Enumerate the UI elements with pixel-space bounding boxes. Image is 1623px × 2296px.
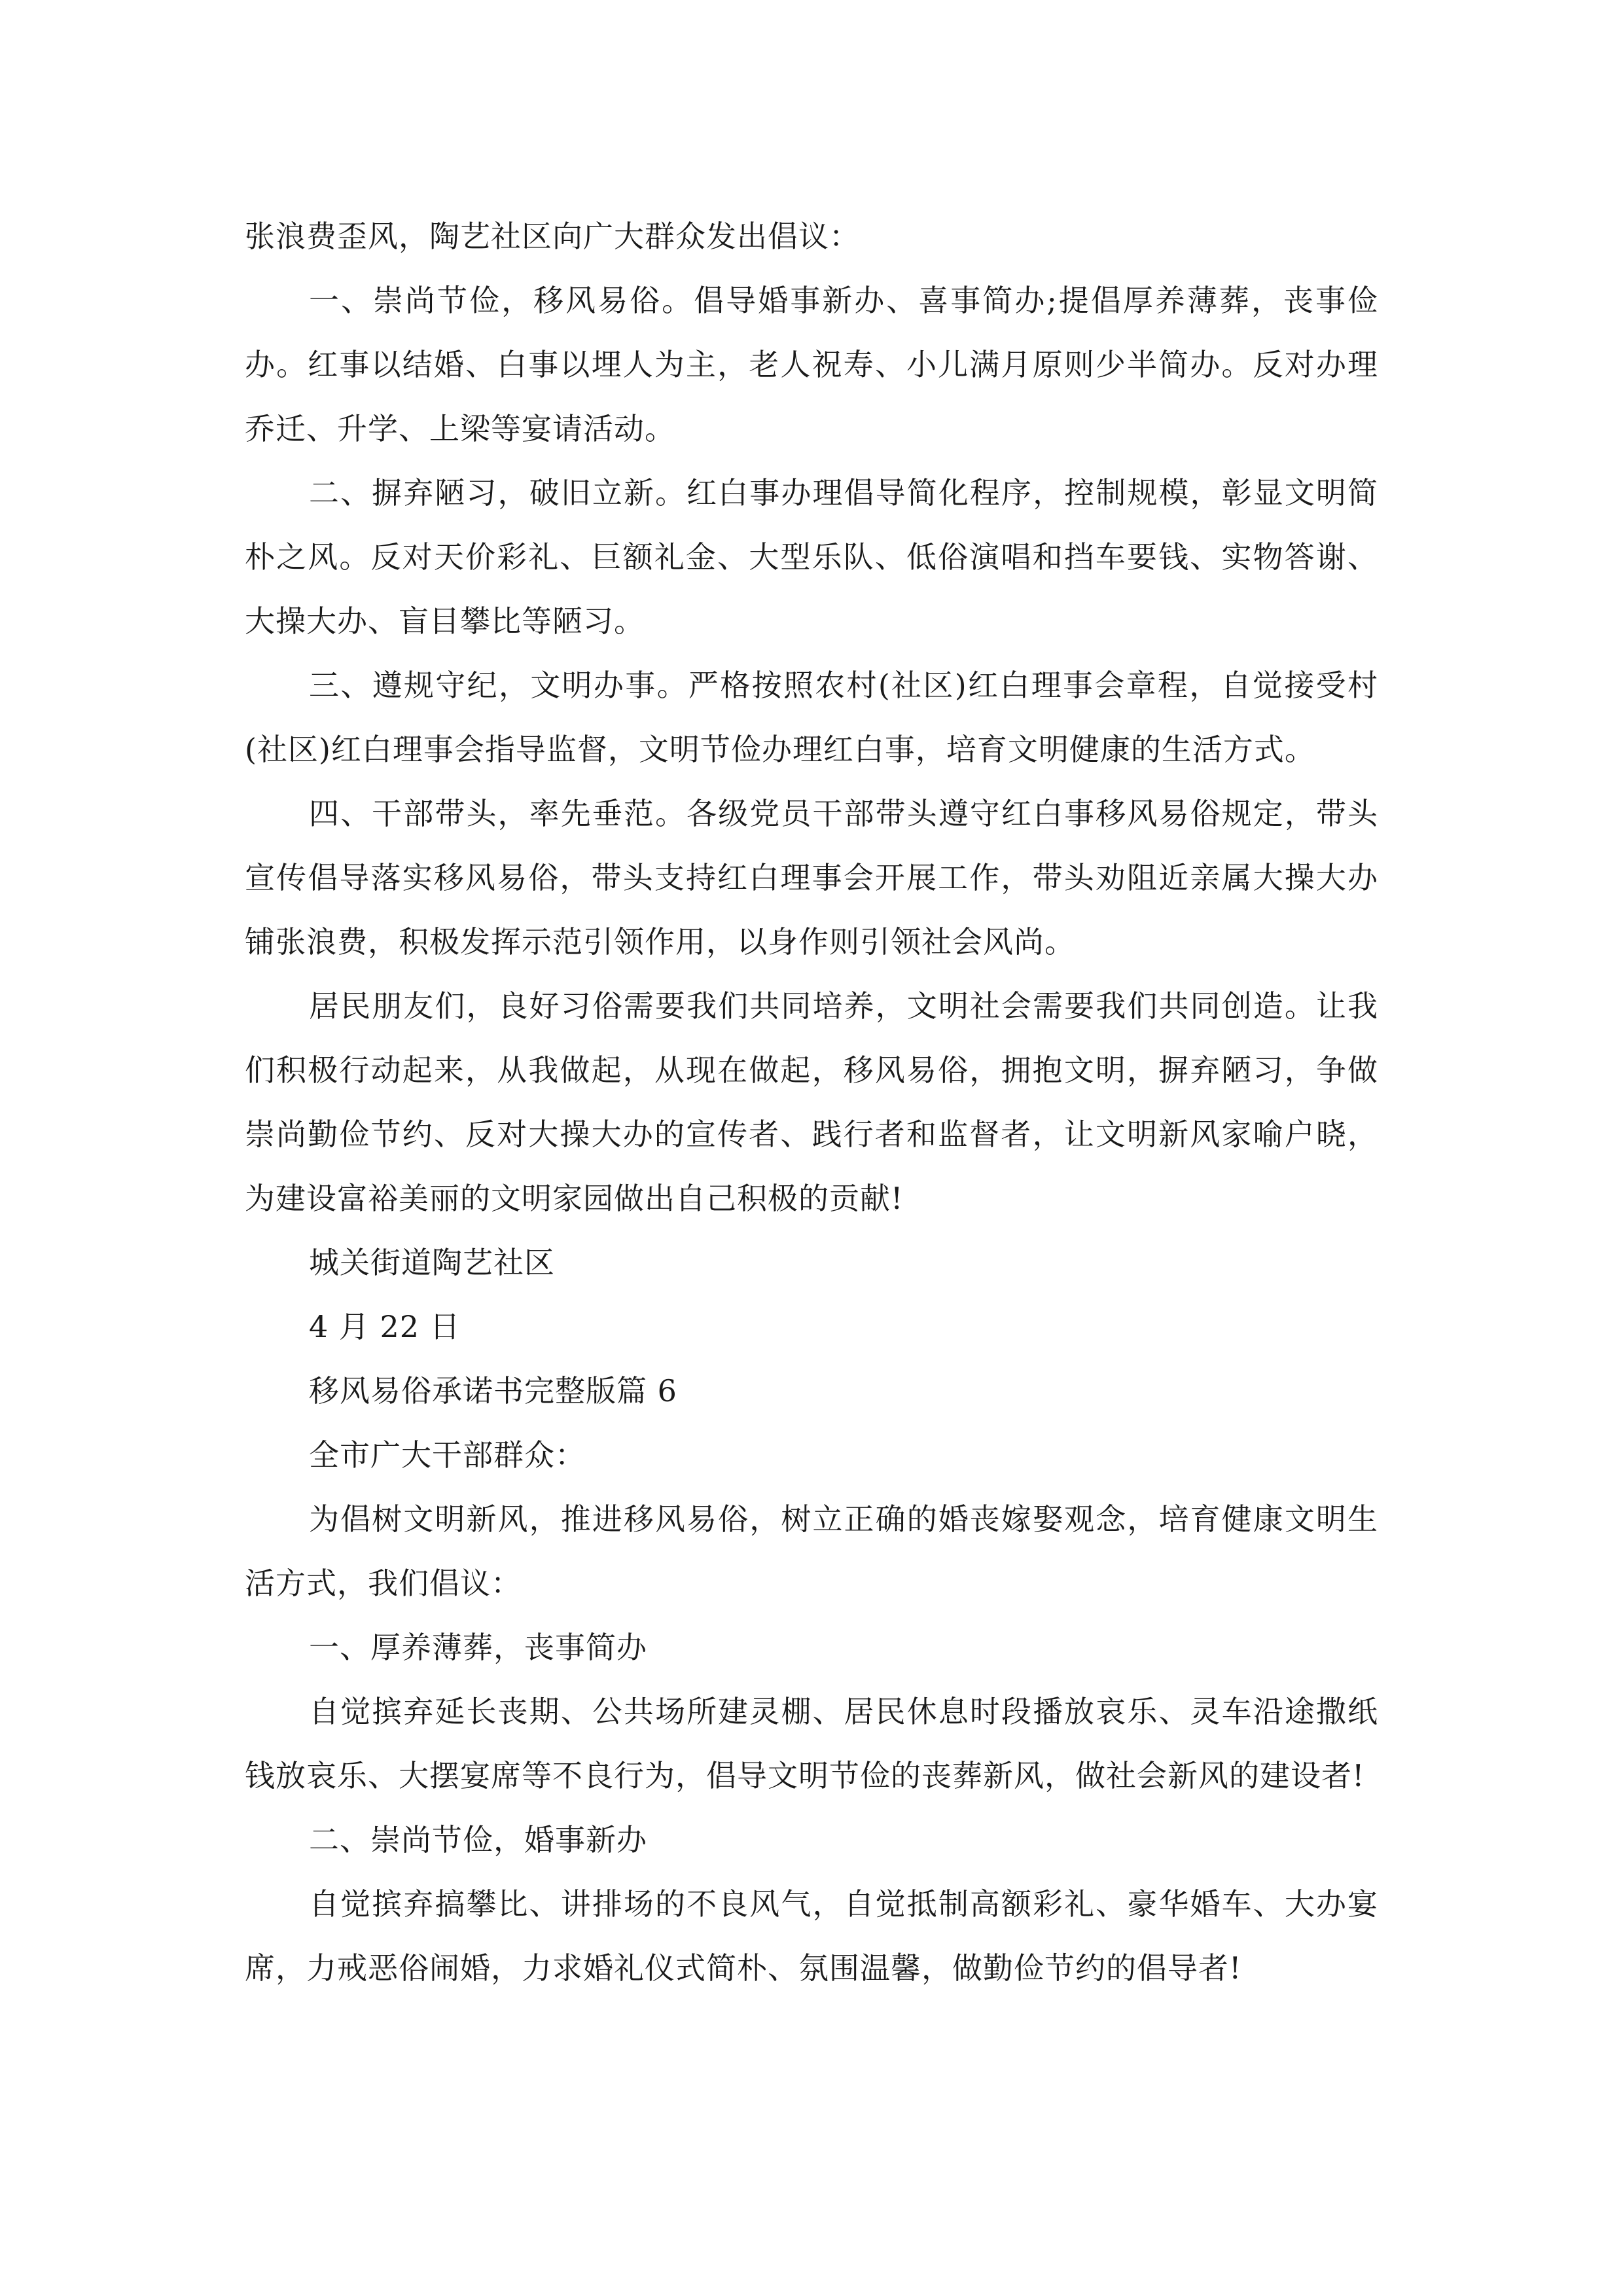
paragraph-6: 居民朋友们，良好习俗需要我们共同培养，文明社会需要我们共同创造。让我们积极行动起来，从我做起，从现在做起，移风易俗，拥抱文明，摒弃陋习，争做崇尚勤俭节约、反对大操大办的宣传者、践行者和监督者，让文明新风家喻户晓，为建设富裕美丽的文明家园做出自己积极的贡献! [245, 988, 1378, 1216]
document-body [245, 204, 1378, 2000]
paragraph-1: 张浪费歪风，陶艺社区向广大群众发出倡议： [245, 219, 860, 254]
paragraph-4: 三、遵规守纪，文明办事。严格按照农村(社区)红白理事会章程，自觉接受村(社区)红白理事会指导监督，文明节俭办理红白事，培育文明健康的生活方式。 [245, 668, 1378, 767]
heading-item-2: 二、崇尚节俭，婚事新办 [309, 1822, 647, 1857]
salutation: 全市广大干部群众： [309, 1437, 586, 1473]
paragraph-intro: 为倡树文明新风，推进移风易俗，树立正确的婚丧嫁娶观念，培育健康文明生活方式，我们倡议： [245, 1501, 1378, 1601]
signature-date: 4 月 22 日 [309, 1309, 461, 1344]
signature-org: 城关街道陶艺社区 [309, 1245, 555, 1280]
section-title: 移风易俗承诺书完整版篇 6 [309, 1373, 677, 1408]
paragraph-5: 四、干部带头，率先垂范。各级党员干部带头遵守红白事移风易俗规定，带头宣传倡导落实移风易俗，带头支持红白理事会开展工作，带头劝阻近亲属大操大办铺张浪费，积极发挥示范引领作用，以身作则引领社会风尚。 [245, 796, 1378, 960]
paragraph-item-1: 自觉摈弃延长丧期、公共场所建灵棚、居民休息时段播放哀乐、灵车沿途撒纸钱放哀乐、大摆宴席等不良行为，倡导文明节俭的丧葬新风，做社会新风的建设者! [245, 1694, 1378, 1793]
paragraph-3: 二、摒弃陋习，破旧立新。红白事办理倡导简化程序，控制规模，彰显文明简朴之风。反对天价彩礼、巨额礼金、大型乐队、低俗演唱和挡车要钱、实物答谢、大操大办、盲目攀比等陋习。 [245, 475, 1378, 639]
paragraph-2: 一、崇尚节俭，移风易俗。倡导婚事新办、喜事简办;提倡厚养薄葬，丧事俭办。红事以结婚、白事以埋人为主，老人祝寿、小儿满月原则少半简办。反对办理乔迁、升学、上梁等宴请活动。 [245, 283, 1378, 446]
heading-item-1: 一、厚养薄葬，丧事简办 [309, 1630, 647, 1665]
paragraph-item-2: 自觉摈弃搞攀比、讲排场的不良风气，自觉抵制高额彩礼、豪华婚车、大办宴席，力戒恶俗闹婚，力求婚礼仪式简朴、氛围温馨，做勤俭节约的倡导者! [245, 1886, 1378, 1986]
